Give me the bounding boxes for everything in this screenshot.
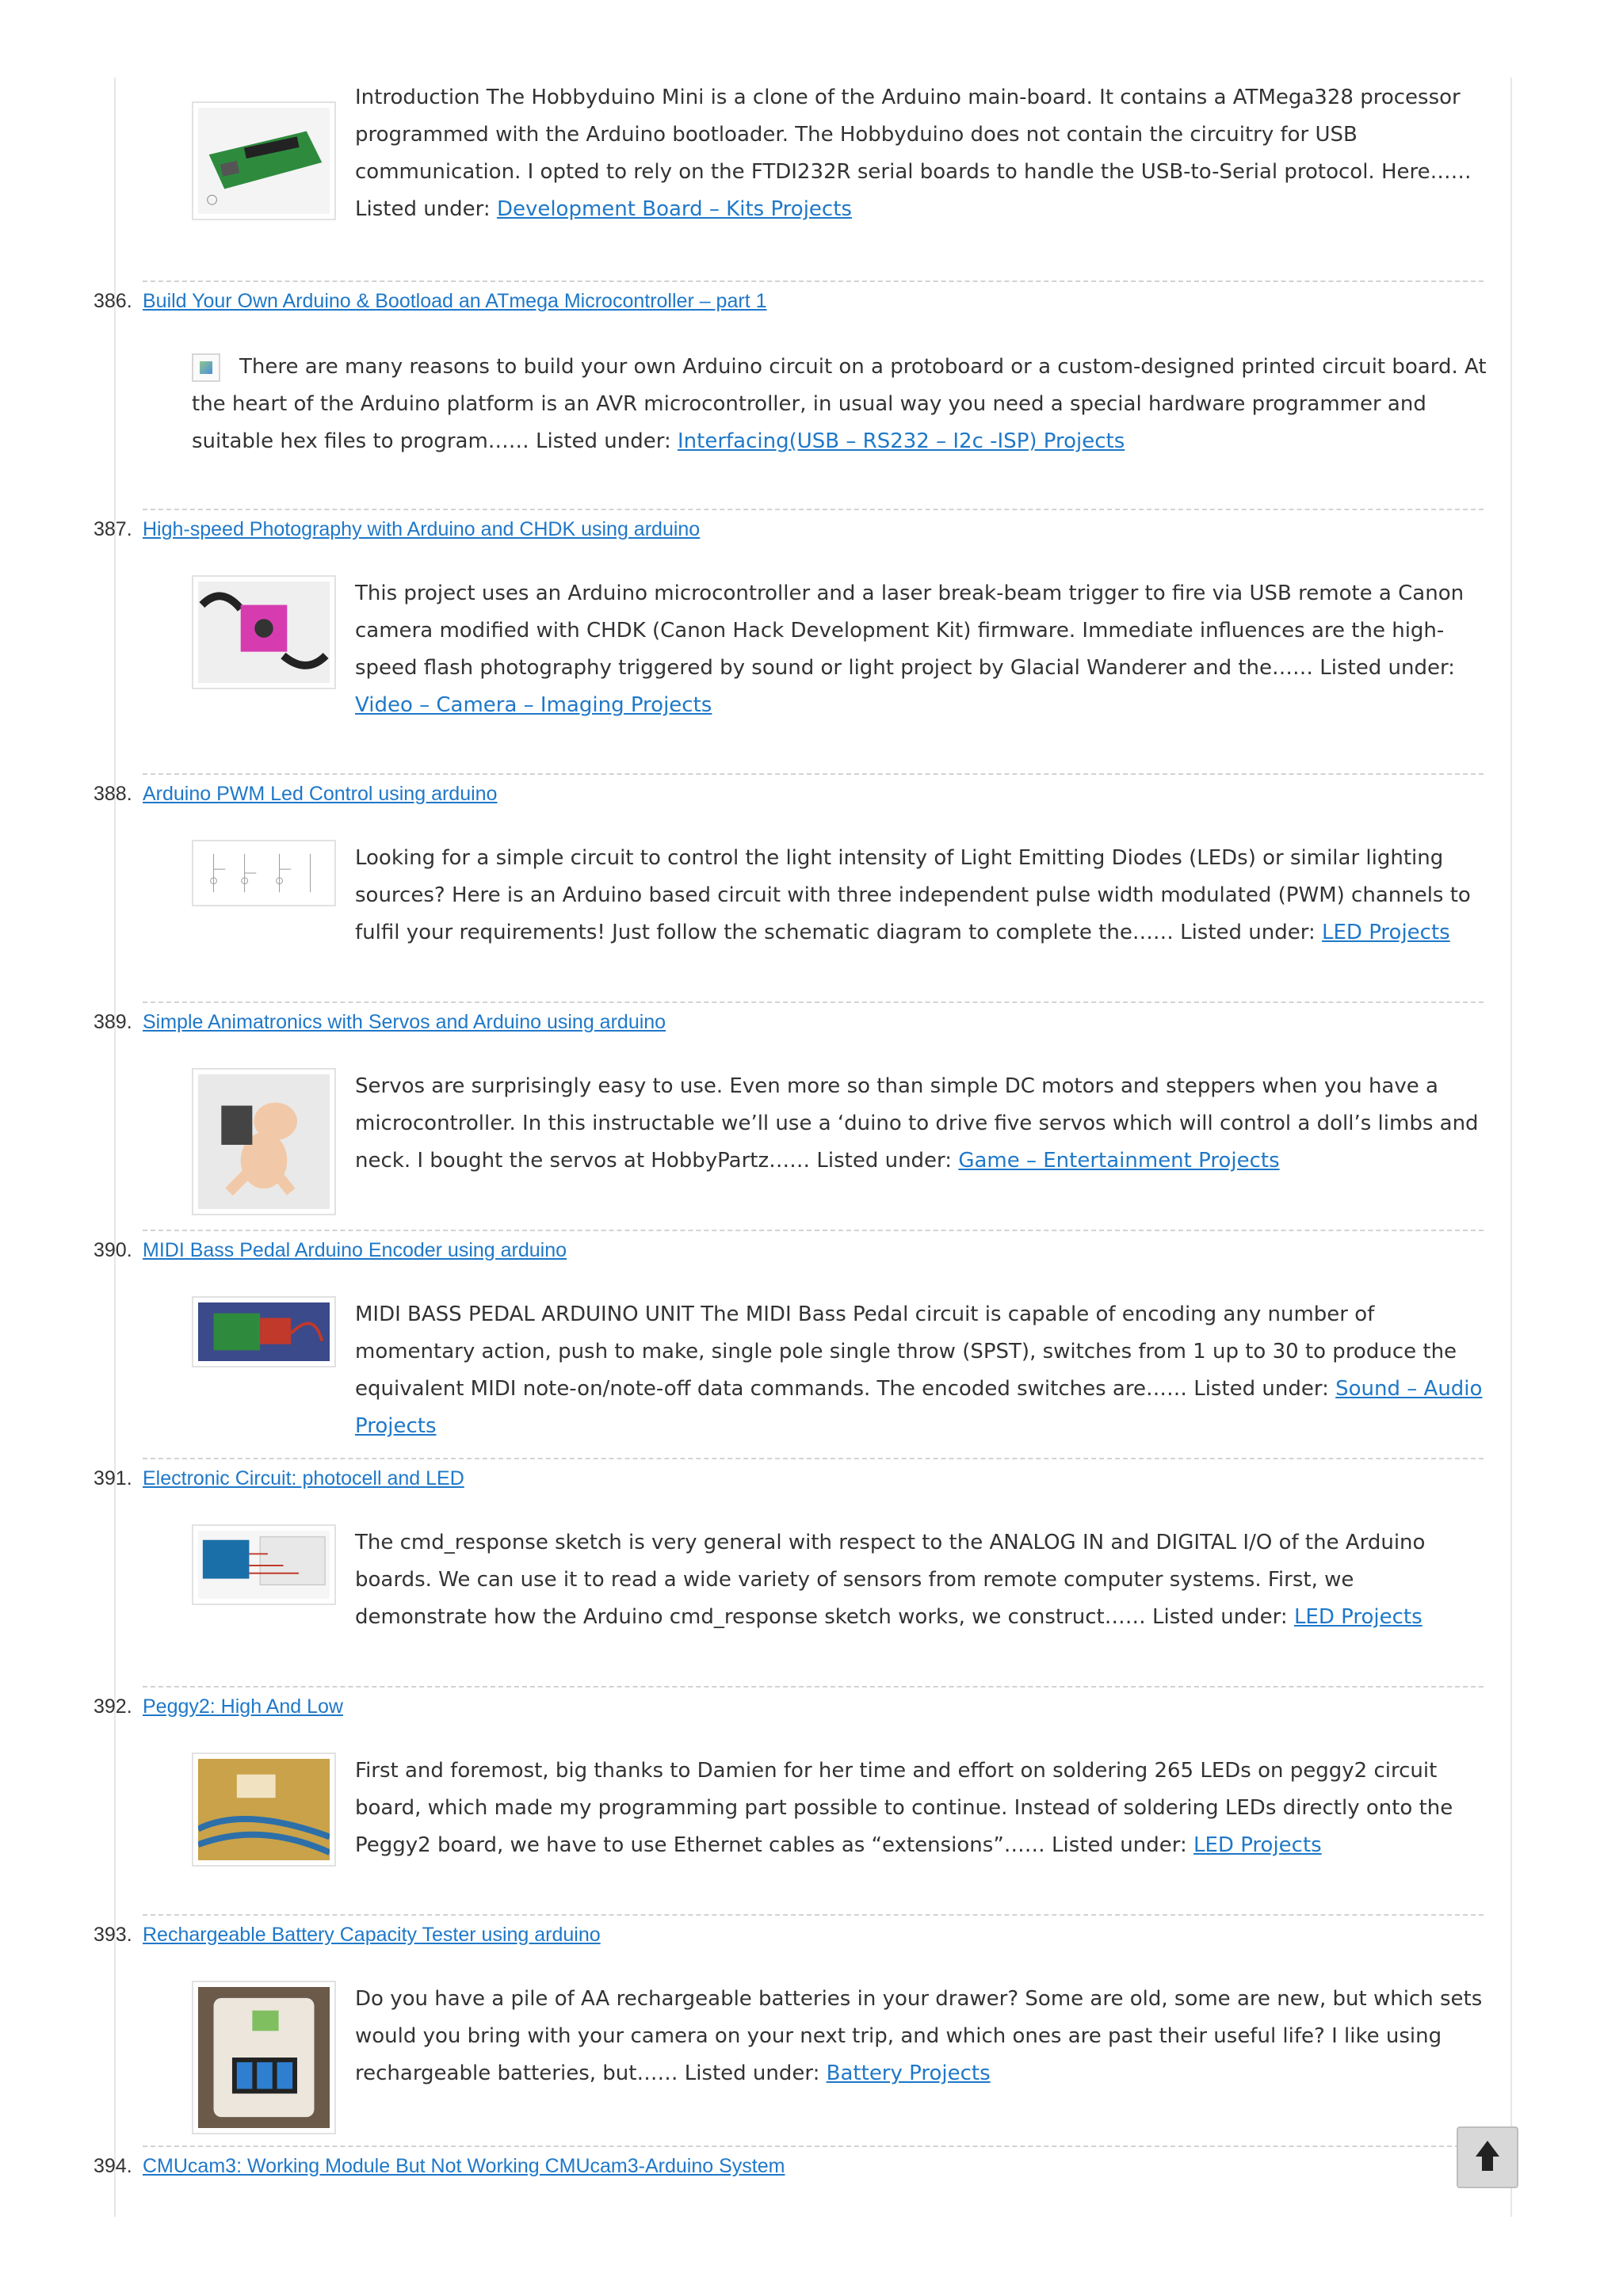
item-number: 389. bbox=[94, 1011, 132, 1033]
board-image-icon bbox=[198, 108, 330, 214]
doll-image-icon bbox=[198, 1074, 330, 1209]
item-title-link[interactable]: Build Your Own Arduino & Bootload an ATmega Microcontroller – part 1 bbox=[143, 290, 767, 312]
list-item-393 bbox=[94, 1914, 1484, 2092]
camera-rig-thumbnail[interactable] bbox=[192, 575, 336, 689]
breadboard-thumbnail[interactable] bbox=[192, 1524, 336, 1605]
item-description: First and foremost, big thanks to Damien for her time and effort on soldering 265 LEDs on peggy2 circuit board, which made my programming part possible to continue. Instead of soldering LEDs directly onto the Peggy2 board, we have to use Ethernet cables as “extensions”…… Listed under: bbox=[355, 1759, 1453, 1857]
item-number: 388. bbox=[94, 783, 132, 805]
intro-description: Introduction The Hobbyduino Mini is a clone of the Arduino main-board. It contains a ATMega328 processor programmed with the Arduino bootloader. The Hobbyduino does not contain the circuitry for USB communication. I opted to rely on the FTDI232R serial boards to handle the USB-to-Serial protocol. Here…… Listed under: bbox=[355, 86, 1472, 221]
schematic-image-icon bbox=[198, 846, 330, 900]
doll-servo-thumbnail[interactable] bbox=[192, 1068, 336, 1215]
item-number: 386. bbox=[94, 290, 132, 312]
list-item-386 bbox=[94, 280, 1487, 460]
item-number: 391. bbox=[94, 1467, 132, 1489]
item-category-link[interactable]: LED Projects bbox=[1193, 1833, 1322, 1857]
item-category-link[interactable]: Interfacing(USB – RS232 – I2c -ISP) Projects bbox=[677, 429, 1125, 453]
midi-image-icon bbox=[198, 1302, 330, 1361]
broken-image-icon[interactable] bbox=[192, 353, 220, 382]
separator bbox=[143, 773, 1484, 775]
camera-image-icon bbox=[198, 582, 330, 683]
item-category-link[interactable]: LED Projects bbox=[1322, 921, 1450, 944]
list-item-391 bbox=[94, 1458, 1484, 1636]
item-category-link[interactable]: Video – Camera – Imaging Projects bbox=[355, 693, 712, 717]
breadboard-image-icon bbox=[198, 1531, 330, 1599]
item-description: MIDI BASS PEDAL ARDUINO UNIT The MIDI Bass Pedal circuit is capable of encoding any number of momentary action, push to make, single pole single throw (SPST), switches from 1 up to 30 to produce the equivalent MIDI note-on/note-off data commands. The encoded switches are…… Listed under: bbox=[355, 1302, 1457, 1401]
item-title-link[interactable]: Rechargeable Battery Capacity Tester using arduino bbox=[143, 1924, 601, 1946]
midi-board-thumbnail[interactable] bbox=[192, 1296, 336, 1367]
item-title-link[interactable]: Peggy2: High And Low bbox=[143, 1695, 343, 1718]
item-number: 387. bbox=[94, 518, 132, 540]
item-category-link[interactable]: Sound – Audio Projects bbox=[355, 1377, 1483, 1438]
item-title-link[interactable]: High-speed Photography with Arduino and CHDK using arduino bbox=[143, 518, 701, 540]
scroll-to-top-button[interactable] bbox=[1457, 2126, 1518, 2188]
item-description: There are many reasons to build your own Arduino circuit on a protoboard or a custom-designed printed circuit board. At the heart of the Arduino platform is an AVR microcontroller, in usual way you need a special hardware programmer and suitable hex files to program…… Listed under: bbox=[192, 355, 1487, 453]
item-number: 394. bbox=[94, 2155, 132, 2177]
item-category-link[interactable]: Game – Entertainment Projects bbox=[958, 1149, 1280, 1173]
item-category-link[interactable]: LED Projects bbox=[1293, 1605, 1423, 1629]
intro-category-link[interactable]: Development Board – Kits Projects bbox=[496, 197, 852, 221]
schematic-thumbnail[interactable] bbox=[192, 840, 336, 906]
battery-tester-thumbnail[interactable] bbox=[192, 1981, 336, 2134]
led-wires-image-icon bbox=[198, 1759, 330, 1860]
item-number: 393. bbox=[94, 1924, 132, 1946]
item-description: Looking for a simple circuit to control the light intensity of Light Emitting Diodes (LEDs) or similar lighting sources? Here is an Arduino based circuit with three independent pulse width modulated (PWM) channels to fulfil your requirements! Just follow the schematic diagram to complete the…… Listed under: bbox=[355, 846, 1471, 944]
item-description: The cmd_response sketch is very general with respect to the ANALOG IN and DIGITAL I/O of the Arduino boards. We can use it to read a wide variety of sensors from remote computer systems. First, we demonstrate how the Arduino cmd_response sketch works, we construct…… Listed under: bbox=[355, 1531, 1426, 1629]
led-wires-thumbnail[interactable] bbox=[192, 1753, 336, 1867]
list-item-394 bbox=[94, 2145, 1484, 2180]
item-number: 392. bbox=[94, 1695, 132, 1718]
item-title-link[interactable]: Simple Animatronics with Servos and Arduino using arduino bbox=[143, 1011, 666, 1033]
list-item-387 bbox=[94, 509, 1484, 724]
item-description: Servos are surprisingly easy to use. Even more so than simple DC motors and steppers when you have a microcontroller. In this instructable we’ll use a ‘duino to drive five servos which will control a doll’s limbs and neck. I bought the servos at HobbyPartz…… Listed under: bbox=[355, 1074, 1479, 1173]
item-title-link[interactable]: CMUcam3: Working Module But Not Working CMUcam3-Arduino System bbox=[143, 2155, 785, 2177]
separator bbox=[143, 1001, 1484, 1003]
separator bbox=[143, 1230, 1484, 1231]
separator bbox=[143, 1458, 1484, 1459]
list-item-392 bbox=[94, 1686, 1484, 1864]
item-title-link[interactable]: Electronic Circuit: photocell and LED bbox=[143, 1467, 464, 1489]
separator bbox=[143, 1686, 1484, 1688]
item-title-link[interactable]: MIDI Bass Pedal Arduino Encoder using arduino bbox=[143, 1239, 567, 1261]
list-item-389 bbox=[94, 1001, 1484, 1180]
item-category-link[interactable]: Battery Projects bbox=[826, 2061, 991, 2085]
list-item-390 bbox=[94, 1230, 1484, 1445]
separator bbox=[143, 1914, 1484, 1916]
separator bbox=[143, 509, 1484, 510]
item-number: 390. bbox=[94, 1239, 132, 1261]
content-frame-right bbox=[1510, 78, 1512, 2217]
intro-entry bbox=[190, 79, 1490, 228]
separator bbox=[143, 2145, 1484, 2147]
battery-image-icon bbox=[198, 1987, 330, 2128]
list-item-388 bbox=[94, 773, 1484, 952]
separator bbox=[143, 280, 1484, 282]
item-title-link[interactable]: Arduino PWM Led Control using arduino bbox=[143, 783, 498, 805]
hobbyduino-thumbnail[interactable] bbox=[192, 101, 336, 220]
item-description: Do you have a pile of AA rechargeable batteries in your drawer? Some are old, some are new, but which sets would you bring with your camera on your next trip, and which ones are past their useful life? I like using rechargeable batteries, but…… Listed under: bbox=[355, 1987, 1483, 2085]
content-frame-left bbox=[114, 78, 116, 2217]
item-description: This project uses an Arduino microcontroller and a laser break-beam trigger to fire via USB remote a Canon camera modified with CHDK (Canon Hack Development Kit) firmware. Immediate influences are the high-speed flash photography triggered by sound or light project by Glacial Wanderer and the…… Listed under: bbox=[355, 582, 1465, 680]
